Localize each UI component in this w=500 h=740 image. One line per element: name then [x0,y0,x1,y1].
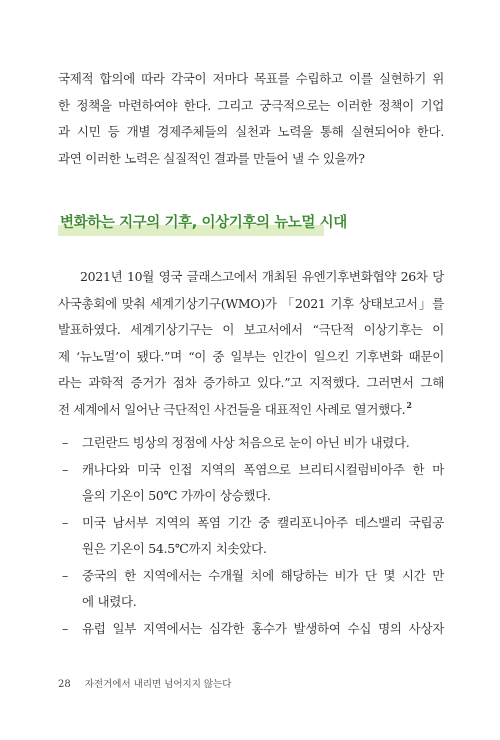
event-list [62,430,444,642]
section-heading-block [58,208,347,236]
intro-paragraph [58,66,444,172]
body-line: 2021년 10월 영국 글래스고에서 개최된 유엔기후변화협약 26차 당 [80,269,444,284]
body-line-last [58,397,444,424]
list-item-line: 캐나다와 미국 인접 지역의 폭염으로 브리티시컬럼비아주 한 마 [82,461,444,477]
section-heading: 변화하는 지구의 기후, 이상기후의 뉴노멀 시대 [60,215,347,231]
body-line: 사국총회에 맞춰 세계기상기구(WMO)가 「2021 기후 상태보고서」를 [58,295,444,311]
list-item [62,430,444,457]
page-number: 28 [58,679,71,690]
list-dash: – [62,567,69,583]
list-item-line: 그린란드 빙상의 정점에 사상 처음으로 눈이 아닌 비가 내렸다. [82,435,410,450]
list-item-line: 에 내렸다. [82,594,137,609]
running-title: 자전거에서 내리면 넘어지지 않는다 [84,679,232,690]
list-item [62,616,444,643]
body-line-text: 전 세계에서 일어난 극단적인 사건들을 대표적인 사례로 열거했다. [58,401,406,417]
footnote-marker: 2 [406,400,412,411]
body-line: 라는 과학적 증거가 점차 증가하고 있다.”고 지적했다. 그러면서 그해 [58,375,444,390]
list-item-line: 을의 기온이 50℃ 가까이 상승했다. [82,488,271,503]
page-footer [58,676,231,690]
list-item-line: 중국의 한 지역에서는 수개월 치에 해당하는 비가 단 몇 시간 만 [82,567,444,583]
list-dash: – [62,514,69,530]
intro-line: 과 시민 등 개별 경제주체들의 실천과 노력을 통해 실현되어야 한다. [58,124,444,139]
body-line: 발표하였다. 세계기상기구는 이 보고서에서 “극단적 이상기후는 이 [58,322,444,337]
list-item [62,563,444,616]
list-dash: – [62,435,69,450]
list-dash: – [62,620,69,636]
list-dash: – [62,461,69,477]
body-line: 제 ‘뉴노멀’이 됐다.”며 “이 중 일부는 인간이 일으킨 기후변화 때문이 [58,348,444,364]
list-item [62,510,444,563]
intro-line: 국제적 합의에 따라 각국이 저마다 목표를 수립하고 이를 실현하기 위 [58,71,444,86]
intro-line: 과연 이러한 노력은 실질적인 결과를 만들어 낼 수 있을까? [58,150,365,166]
list-item-line: 유럽 일부 지역에서는 심각한 홍수가 발생하여 수십 명의 사상자 [82,620,444,636]
section-body-paragraph [58,264,444,423]
list-item-line: 원은 기온이 54.5℃까지 치솟았다. [82,541,267,556]
intro-line: 한 정책을 마련하여야 한다. 그리고 궁극적으로는 이러한 정책이 기업 [58,97,444,113]
list-item-line: 미국 남서부 지역의 폭염 기간 중 캘리포니아주 데스밸리 국립공 [82,514,444,530]
list-item [62,457,444,510]
